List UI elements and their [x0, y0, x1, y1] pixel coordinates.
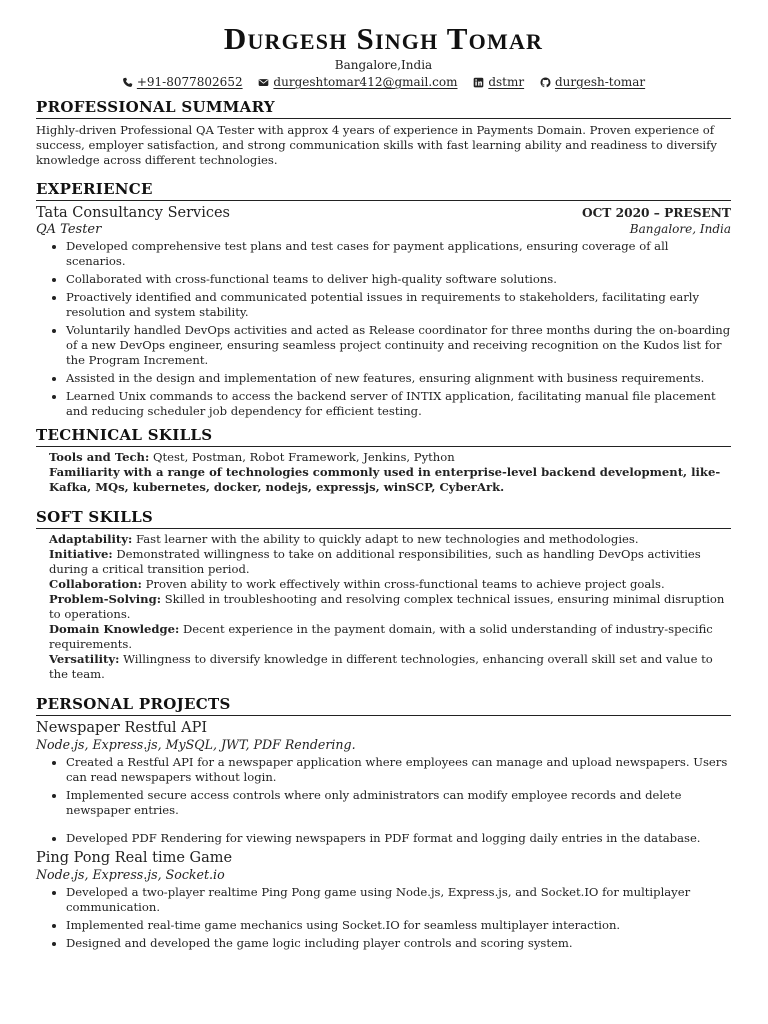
linkedin-link[interactable]: dstmr — [488, 75, 525, 89]
project-item — [36, 849, 731, 951]
soft-skill-text: Skilled in troubleshooting and resolving complex technical issues, ensuring minimal disruption to operations. — [49, 591, 725, 621]
soft-skill-item — [49, 652, 731, 682]
resume-page — [36, 22, 731, 954]
experience-heading: EXPERIENCE — [36, 181, 731, 201]
contact-linkedin[interactable] — [473, 74, 524, 90]
tools-label: Tools and Tech: — [49, 449, 150, 464]
technical-skills-heading: TECHNICAL SKILLS — [36, 427, 731, 447]
soft-skill-item — [49, 592, 731, 622]
soft-skill-text: Demonstrated willingness to take on additional responsibilities, such as handling DevOps activities during a critical transition period. — [49, 546, 701, 576]
soft-skills-heading: SOFT SKILLS — [36, 509, 731, 529]
summary-heading: PROFESSIONAL SUMMARY — [36, 99, 731, 119]
contact-email[interactable] — [258, 74, 457, 90]
list-item: • Assisted in the design and implementation of new features, ensuring alignment with business requirements. — [66, 371, 731, 386]
github-icon — [540, 77, 551, 88]
list-item: • Designed and developed the game logic including player controls and scoring system. — [66, 936, 731, 951]
list-item: • Learned Unix commands to access the backend server of INTIX application, facilitating manual file placement and reducing scheduler job dependency for efficient testing. — [66, 389, 731, 419]
project-item — [36, 719, 731, 846]
list-item: • Developed a two-player realtime Ping Pong game using Node.js, Express.js, and Socket.IO for multiplayer communication. — [66, 885, 731, 915]
experience-bullets — [36, 239, 731, 419]
experience-section — [36, 181, 731, 419]
soft-skill-label: Problem-Solving: — [49, 591, 161, 606]
soft-skill-label: Adaptability: — [49, 531, 133, 546]
job-header — [36, 204, 731, 222]
candidate-location: Bangalore,India — [334, 58, 433, 72]
candidate-name: Durgesh Singh Tomar — [223, 21, 544, 56]
phone-icon — [122, 77, 133, 88]
company-name: Tata Consultancy Services — [36, 204, 231, 221]
resume-header — [36, 22, 731, 92]
tools-value: Qtest, Postman, Robot Framework, Jenkins, Python — [152, 449, 455, 464]
soft-skill-item — [49, 547, 731, 577]
contact-github[interactable] — [540, 74, 645, 90]
list-item: • Implemented secure access controls where only administrators can modify employee records and delete newspaper entries. — [66, 788, 731, 818]
project-bullets — [36, 755, 731, 846]
soft-skill-text: Proven ability to work effectively within cross-functional teams to achieve project goals. — [145, 576, 665, 591]
project-title: Newspaper Restful API — [36, 719, 208, 736]
phone-link[interactable]: +91-8077802652 — [136, 75, 243, 89]
soft-skill-label: Domain Knowledge: — [49, 621, 180, 636]
technical-skills-list — [36, 450, 731, 495]
github-link[interactable]: durgesh-tomar — [554, 75, 646, 89]
job-dates: OCT 2020 – PRESENT — [581, 205, 731, 220]
contact-bar — [36, 74, 731, 92]
soft-skills-section — [36, 509, 731, 682]
list-item: • Implemented real-time game mechanics using Socket.IO for seamless multiplayer interaction. — [66, 918, 731, 933]
list-item: • Created a Restful API for a newspaper application where employees can manage and upload newspapers. Users can read newspapers without login. — [66, 755, 731, 785]
project-bullets — [36, 885, 731, 951]
list-item: • Developed PDF Rendering for viewing newspapers in PDF format and logging daily entries in the database. — [66, 831, 731, 846]
job-role-row — [36, 222, 731, 237]
summary-section — [36, 99, 731, 168]
soft-skill-text: Willingness to diversify knowledge in different technologies, enhancing overall skill set and value to the team. — [49, 651, 713, 681]
email-link[interactable]: durgeshtomar412@gmail.com — [273, 75, 458, 89]
soft-skill-label: Initiative: — [49, 546, 113, 561]
job-location: Bangalore, India — [629, 221, 731, 236]
soft-skill-text: Decent experience in the payment domain, with a solid understanding of industry-specific requirements. — [49, 621, 713, 651]
technical-skills-section — [36, 427, 731, 495]
projects-section — [36, 696, 731, 951]
soft-skill-text: Fast learner with the ability to quickly adapt to new technologies and methodologies. — [135, 531, 639, 546]
soft-skills-list — [36, 532, 731, 682]
list-item: • Voluntarily handled DevOps activities and acted as Release coordinator for three months during the on-boarding of a new DevOps engineer, ensuring seamless project continuity and receiving recognition on the Kudos list for the Program Increment. — [66, 323, 731, 368]
linkedin-icon — [473, 77, 484, 88]
project-tech-stack: Node.js, Express.js, Socket.io — [36, 866, 225, 882]
soft-skill-item — [49, 577, 731, 592]
contact-phone[interactable] — [122, 74, 243, 90]
list-item: • Collaborated with cross-functional teams to deliver high-quality software solutions. — [66, 272, 731, 287]
soft-skill-label: Collaboration: — [49, 576, 142, 591]
project-title: Ping Pong Real time Game — [36, 849, 233, 866]
list-item: • Proactively identified and communicated potential issues in requirements to stakeholders, facilitating early resolution and system stability. — [66, 290, 731, 320]
job-title: QA Tester — [36, 221, 102, 237]
soft-skill-item — [49, 622, 731, 652]
list-item: • Developed comprehensive test plans and test cases for payment applications, ensuring coverage of all scenarios. — [66, 239, 731, 269]
summary-text: Highly-driven Professional QA Tester with approx 4 years of experience in Payments Domain. Proven experience of success, employer satisfaction, and strong communication skills with fast learning ability and readiness to diversify knowledge across different technologies. — [36, 122, 717, 167]
projects-heading: PERSONAL PROJECTS — [36, 696, 731, 716]
soft-skill-item — [49, 532, 731, 547]
list-spacer — [66, 821, 731, 831]
project-tech-stack: Node.js, Express.js, MySQL, JWT, PDF Rendering. — [36, 736, 356, 752]
tools-line — [49, 450, 731, 465]
soft-skill-label: Versatility: — [49, 651, 120, 666]
familiarity-line: Familiarity with a range of technologies commonly used in enterprise-level backend development, like- Kafka, MQs, kubernetes, docker, nodejs, expressjs, winSCP, CyberArk. — [49, 464, 721, 494]
envelope-icon — [258, 77, 269, 88]
